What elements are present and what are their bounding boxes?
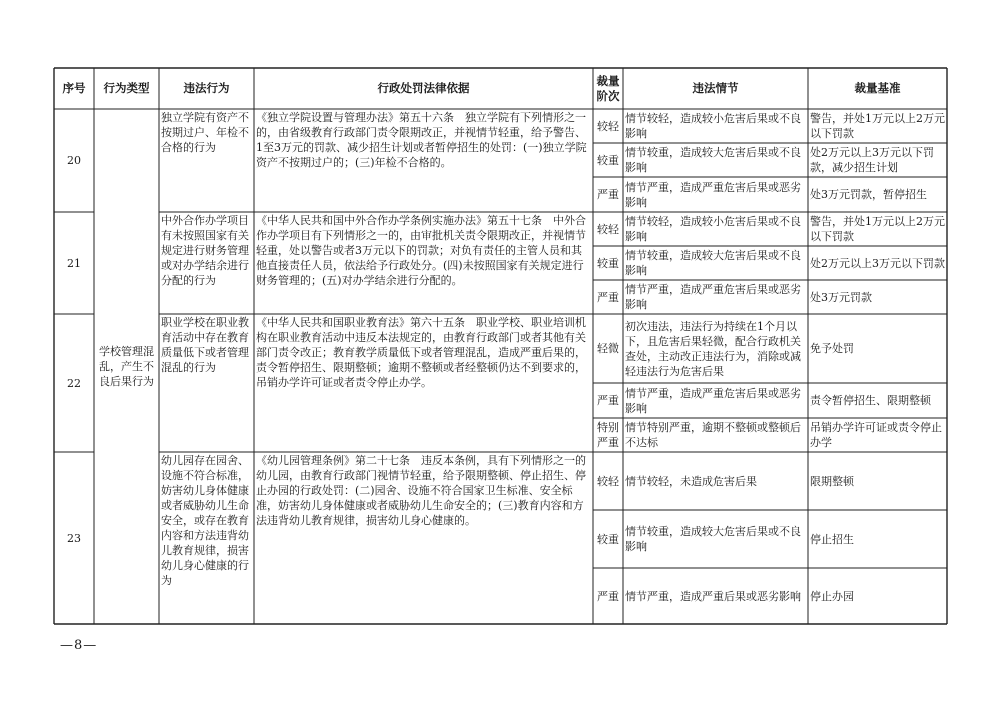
row-21-standard-1-text: 处2万元以上3万元以下罚款 — [810, 256, 945, 270]
row-22-violation — [159, 314, 254, 452]
row-22-standard-2-text: 吊销办学许可证或责令停止办学 — [810, 421, 942, 449]
row-22-circumstance-1-text: 情节严重，造成严重危害后果或恶劣影响 — [625, 386, 801, 415]
row-20-level-2-text: 严重 — [597, 188, 619, 201]
header-legal-basis — [254, 68, 593, 109]
row-22-circumstance-2 — [623, 418, 808, 452]
row-23-circumstance-1 — [623, 510, 808, 568]
row-22-standard-0 — [808, 314, 947, 383]
row-20-circumstance-1-text: 情节较重，造成较大危害后果或不良影响 — [625, 146, 801, 174]
row-23-level-1 — [593, 510, 623, 568]
row-22-level-0-text: 轻微 — [597, 342, 619, 355]
row-21-circumstance-1 — [623, 246, 808, 280]
row-21-violation-text: 中外合作办学项目有未按照国家有关规定进行财务管理或对办学结余进行分配的行为 — [161, 214, 249, 287]
row-23-violation-text: 幼儿园存在园舍、设施不符合标准，妨害幼儿身体健康或者威胁幼儿生命安全，或存在教育内容和方法违背幼儿教育规律，损害幼儿身心健康的行为 — [161, 454, 249, 587]
row-22-legal-basis-text: 《中华人民共和国职业教育法》第六十五条 职业学校、职业培训机构在职业教育活动中违反本法规定的，由教育行政部门或者其他有关部门责令改正；教育教学质量低下或者管理混乱，造成严重后果的，责令暂停招生、限期整顿；逾期不整顿或者经整顿仍达不到要求的，吊销办学许可证或者责令停止办学。 — [256, 316, 586, 389]
row-20-standard-0-text: 警告，并处1万元以上2万元以下罚款 — [810, 112, 945, 140]
row-23-circumstance-1-text: 情节较重，造成较大危害后果或不良影响 — [625, 525, 801, 553]
row-23-standard-1-text: 停止招生 — [810, 532, 854, 546]
row-20-violation-text: 独立学院有资产不按期过户、年检不合格的行为 — [161, 111, 249, 154]
header-violation-text: 违法行为 — [183, 81, 230, 95]
row-21-standard-1 — [808, 246, 947, 280]
row-20-level-0 — [593, 109, 623, 143]
row-21-violation — [159, 212, 254, 314]
header-legal-basis-text: 行政处罚法律依据 — [377, 81, 470, 95]
row-22-circumstance-1 — [623, 383, 808, 418]
header-discretion-level-text: 裁量阶次 — [596, 73, 620, 103]
row-20-standard-1 — [808, 143, 947, 177]
row-21-legal-basis-text: 《中华人民共和国中外合作办学条例实施办法》第五十七条 中外合作办学项目有下列情形之一的，由审批机关责令限期改正，并视情节轻重，处以警告或者3万元以下的罚款；对负有责任的主管人员和其他直接责任人员，依法给予行政处分。(四)未按照国家有关规定进行财务管理的；(五)对办学结余进行分配的。 — [256, 214, 586, 287]
row-23-legal-basis — [254, 452, 593, 624]
behavior-type-cell-text: 学校管理混乱，产生不良后果行为 — [99, 345, 154, 388]
header-standard-text: 裁量基准 — [854, 81, 901, 95]
row-22-level-2 — [593, 418, 623, 452]
row-23-circumstance-2-text: 情节严重，造成严重后果或恶劣影响 — [625, 589, 801, 603]
row-20-standard-0 — [808, 109, 947, 143]
row-23-standard-1 — [808, 510, 947, 568]
header-violation — [159, 68, 254, 109]
row-22-violation-text: 职业学校在职业教育活动中存在教育质量低下或者管理混乱的行为 — [161, 316, 249, 374]
row-22-level-2-text: 特别严重 — [597, 421, 619, 449]
row-22-standard-1 — [808, 383, 947, 418]
header-discretion-level — [593, 68, 623, 109]
row-23-level-0 — [593, 452, 623, 510]
row-21-level-1-text: 较重 — [597, 256, 619, 270]
row-23-level-1-text: 较重 — [597, 532, 619, 546]
row-21-circumstance-2-text: 情节严重，造成严重危害后果或恶劣影响 — [625, 283, 801, 311]
header-index — [54, 68, 94, 109]
row-22-level-0 — [593, 314, 623, 383]
row-22-level-1 — [593, 383, 623, 418]
row-21-index — [54, 212, 94, 314]
row-22-level-1-text: 严重 — [597, 394, 619, 407]
row-21-circumstance-2 — [623, 280, 808, 314]
header-circumstance — [623, 68, 808, 109]
row-21-circumstance-0-text: 情节较轻，造成较小危害后果或不良影响 — [625, 215, 801, 243]
page-number: —8— — [60, 638, 98, 653]
row-21-level-0 — [593, 212, 623, 246]
row-23-standard-2 — [808, 568, 947, 624]
row-23-standard-0 — [808, 452, 947, 510]
row-20-level-1-text: 较重 — [597, 153, 619, 167]
row-23-standard-2-text: 停止办园 — [810, 589, 854, 603]
row-22-standard-0-text: 免予处罚 — [810, 342, 854, 355]
row-21-standard-2 — [808, 280, 947, 314]
row-23-circumstance-0 — [623, 452, 808, 510]
header-behavior-type — [94, 68, 159, 109]
row-20-standard-2 — [808, 177, 947, 212]
row-23-level-0-text: 较轻 — [597, 474, 619, 488]
row-22-circumstance-0 — [623, 314, 808, 383]
row-20-level-2 — [593, 177, 623, 212]
row-20-circumstance-2 — [623, 177, 808, 212]
row-20-level-0-text: 较轻 — [597, 119, 619, 133]
row-23-circumstance-2 — [623, 568, 808, 624]
row-22-circumstance-0-text: 初次违法，违法行为持续在1个月以下，且危害后果轻微，配合行政机关查处，主动改正违法行为，消除或减轻违法行为危害后果 — [625, 319, 801, 378]
row-20-violation — [159, 109, 254, 212]
header-behavior-type-text: 行为类型 — [103, 81, 150, 95]
row-20-circumstance-0 — [623, 109, 808, 143]
row-20-circumstance-2-text: 情节严重，造成严重危害后果或恶劣影响 — [625, 180, 801, 209]
row-23-index — [54, 452, 94, 624]
row-21-level-2 — [593, 280, 623, 314]
row-21-standard-0 — [808, 212, 947, 246]
row-20-circumstance-0-text: 情节较轻，造成较小危害后果或不良影响 — [625, 112, 801, 140]
row-22-circumstance-2-text: 情节特别严重，逾期不整顿或整顿后不达标 — [625, 421, 801, 449]
row-21-level-1 — [593, 246, 623, 280]
row-20-level-1 — [593, 143, 623, 177]
row-21-standard-2-text: 处3万元罚款 — [810, 290, 872, 304]
row-23-index-text: 23 — [67, 531, 81, 545]
row-21-legal-basis — [254, 212, 593, 314]
row-22-legal-basis — [254, 314, 593, 452]
row-21-level-0-text: 较轻 — [597, 222, 619, 236]
row-22-standard-1-text: 责令暂停招生、限期整顿 — [810, 394, 931, 407]
row-23-circumstance-0-text: 情节较轻，未造成危害后果 — [625, 474, 757, 488]
header-index-text: 序号 — [62, 81, 86, 95]
row-20-index — [54, 109, 94, 212]
row-22-index — [54, 314, 94, 452]
row-20-circumstance-1 — [623, 143, 808, 177]
row-21-standard-0-text: 警告，并处1万元以上2万元以下罚款 — [810, 215, 945, 243]
header-circumstance-text: 违法情节 — [692, 81, 739, 95]
row-23-violation — [159, 452, 254, 624]
row-20-standard-1-text: 处2万元以上3万元以下罚款，减少招生计划 — [810, 146, 934, 174]
row-21-circumstance-0 — [623, 212, 808, 246]
row-20-legal-basis-text: 《独立学院设置与管理办法》第五十六条 独立学院有下列情形之一的，由省级教育行政部门责令限期改正，并视情节轻重，给予警告、1至3万元的罚款、减少招生计划或者暂停招生的处罚：(一)独立学院资产不按期过户的；(三)年检不合格的。 — [256, 111, 587, 169]
row-23-legal-basis-text: 《幼儿园管理条例》第二十七条 违反本条例，具有下列情形之一的幼儿园，由教育行政部门视情节轻重，给予限期整顿、停止招生、停止办园的行政处罚：(二)园舍、设施不符合国家卫生标准、安全标准，妨害幼儿身体健康或者威胁幼儿生命安全的；(三)教育内容和方法违背幼儿教育规律，损害幼儿身心健康的。 — [256, 454, 586, 527]
row-23-standard-0-text: 限期整顿 — [810, 474, 854, 488]
row-23-level-2 — [593, 568, 623, 624]
row-21-level-2-text: 严重 — [597, 290, 619, 304]
row-20-index-text: 20 — [67, 154, 81, 167]
row-22-standard-2 — [808, 418, 947, 452]
header-standard — [808, 68, 947, 109]
row-21-circumstance-1-text: 情节较重，造成较大危害后果或不良影响 — [625, 249, 801, 277]
row-22-index-text: 22 — [67, 376, 81, 390]
behavior-type-cell — [94, 109, 159, 624]
row-20-standard-2-text: 处3万元罚款，暂停招生 — [810, 188, 927, 201]
row-21-index-text: 21 — [67, 256, 81, 270]
row-23-level-2-text: 严重 — [597, 589, 619, 603]
row-20-legal-basis — [254, 109, 593, 212]
